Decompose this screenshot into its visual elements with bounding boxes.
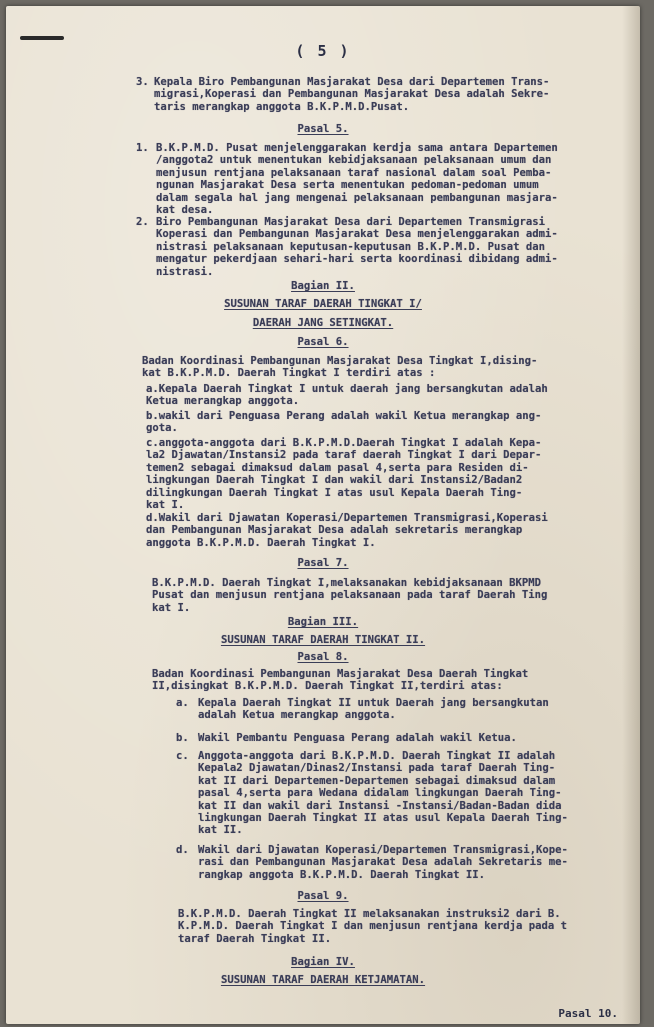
text-line: Kepala Biro Pembangunan Masjarakat Desa dari Departemen Trans- (154, 76, 550, 88)
text-line: anggota B.K.P.M.D. Daerah Tingkat I. (146, 536, 376, 549)
bagian-3-title: Bagian III. (287, 616, 359, 628)
bagian-2-line2: DAERAH JANG SETINGKAT. (252, 317, 394, 329)
bagian-4-title: Bagian IV. (291, 956, 355, 968)
text-line: rangkap anggota B.K.P.M.D. Daerah Tingkat II. (198, 868, 486, 881)
pasal6-item-d (146, 512, 548, 549)
pasal5-item2 (156, 216, 558, 278)
item-marker: a. (176, 697, 189, 709)
text-line: B.K.P.M.D. Daerah Tingkat I,melaksanakan kebidjaksanaan BKPMD (152, 577, 542, 589)
text-line: menjusun rentjana pelaksanaan taraf nasional dalam soal Pemba- (156, 166, 552, 179)
text-line: taris merangkap anggota B.K.P.M.D.Pusat. (154, 100, 410, 113)
text-line: rasi dan Pembangunan Masjarakat Desa adalah Sekretaris me- (198, 856, 568, 869)
pasal8-item-a (198, 697, 549, 722)
text-line: Wakil dari Djawatan Koperasi/Departemen Transmigrasi,Kope- (198, 844, 568, 856)
text-line: d.Wakil dari Djawatan Koperasi/Departemen Transmigrasi,Koperasi (146, 512, 548, 524)
text-line: taraf Daerah Tingkat II. (178, 932, 332, 945)
text-line: dilingkungan Daerah Tingkat I atas usul Kepala Daerah Ting- (146, 486, 523, 499)
pasal9-text (178, 908, 567, 945)
pasal6-item-a (146, 383, 548, 408)
text-line: nistrasi pelaksanaan keputusan-keputusan B.K.P.M.D. Pusat dan (156, 240, 546, 253)
pasal-5-heading: Pasal 5. (297, 123, 349, 135)
pasal5-item1 (156, 142, 558, 216)
text-line: migrasi,Koperasi dan Pembangunan Masjarakat Desa adalah Sekre- (154, 88, 550, 101)
item-marker: 2. (136, 216, 149, 228)
text-line: kat II dari Departemen-Departemen sebagai dimaksud dalam (198, 774, 556, 787)
text-line: kat B.K.P.M.D. Daerah Tingkat I terdiri atas : (142, 367, 436, 380)
text-line: Wakil Pembantu Penguasa Perang adalah wakil Ketua. (198, 732, 517, 744)
text-line: Anggota-anggota dari B.K.P.M.D. Daerah Tingkat II adalah (198, 750, 556, 762)
item-marker: 1. (136, 142, 149, 154)
pasal8-item-b (198, 732, 517, 744)
pasal6-item-b (146, 410, 541, 435)
text-line: lingkungan Daerah Tingkat I dan wakil dari Instansi2/Badan2 (146, 474, 523, 487)
text-line: kat I. (146, 499, 185, 512)
text-line: B.K.P.M.D. Daerah Tingkat II melaksanakan instruksi2 dari B. (178, 908, 561, 920)
text-line: Ketua merangkap anggota. (146, 395, 300, 408)
text-line: kat II. (198, 824, 243, 837)
pasal6-item-c (146, 437, 541, 511)
text-line: a.Kepala Daerah Tingkat I untuk daerah jang bersangkutan adalah (146, 383, 548, 395)
continuation-catchword: Pasal 10. (558, 1007, 618, 1020)
text-line: kat I. (152, 601, 191, 614)
document-body (6, 6, 640, 1024)
pasal-8-heading: Pasal 8. (297, 651, 349, 663)
text-line: mengatur pekerdjaan sehari-hari serta koordinasi dibidang admi- (156, 253, 558, 266)
text-line: Badan Koordinasi Pembangunan Masjarakat Desa Tingkat I,dising- (142, 355, 538, 367)
pasal-7-heading: Pasal 7. (297, 557, 349, 569)
pasal7-text (152, 577, 547, 614)
text-line: b.wakil dari Penguasa Perang adalah wakil Ketua merangkap ang- (146, 410, 542, 422)
pasal8-item-c (198, 750, 568, 837)
page-number: ( 5 ) (295, 42, 351, 60)
pasal8-item-d (198, 844, 568, 881)
text-line: Biro Pembangunan Masjarakat Desa dari Departemen Transmigrasi (156, 216, 546, 228)
text-line: Kepala Daerah Tingkat II untuk Daerah jang bersangkutan (198, 697, 549, 709)
text-line: II,disingkat B.K.P.M.D. Daerah Tingkat II,terdiri atas: (152, 680, 503, 693)
pasal6-intro (142, 355, 537, 380)
item-marker: b. (176, 732, 189, 744)
text-line: Kepala2 Djawatan/Dinas2/Instansi pada taraf Daerah Ting- (198, 762, 556, 775)
text-line: c.anggota-anggota dari B.K.P.M.D.Daerah Tingkat I adalah Kepa- (146, 437, 542, 449)
text-line: Pusat dan menjusun rentjana pelaksanaan pada taraf Daerah Ting (152, 589, 548, 602)
bagian-2-line1: SUSUNAN TARAF DAERAH TINGKAT I/ (224, 298, 422, 310)
bagian-3-line1: SUSUNAN TARAF DAERAH TINGKAT II. (220, 634, 426, 646)
text-line: la2 Djawatan/Instansi2 pada taraf daerah Tingkat I dari Depar- (146, 449, 542, 462)
text-line: dan Pembangunan Masjarakat Desa adalah sekretaris merangkap (146, 524, 523, 537)
pasal-6-heading: Pasal 6. (297, 336, 349, 348)
text-line: pasal 4,serta para Wedana didalam lingkungan Daerah Ting- (198, 787, 562, 800)
pasal-9-heading: Pasal 9. (297, 890, 349, 902)
document-page (6, 6, 640, 1024)
text-line: nistrasi. (156, 265, 214, 278)
bagian-4-line1: SUSUNAN TARAF DAERAH KETJAMATAN. (220, 974, 426, 986)
text-line: /anggota2 untuk menentukan kebidjaksanaan pelaksanaan umum dan (156, 154, 552, 167)
text-line: ngunan Masjarakat Desa serta menentukan pedoman-pedoman umum (156, 179, 539, 192)
text-line: kat desa. (156, 204, 214, 217)
text-line: K.P.M.D. Daerah Tingkat I dan menjusun rentjana kerdja pada t (178, 920, 568, 933)
text-line: Badan Koordinasi Pembangunan Masjarakat Desa Daerah Tingkat (152, 668, 529, 680)
item3-text (154, 76, 549, 113)
text-line: B.K.P.M.D. Pusat menjelenggarakan kerdja sama antara Departemen (156, 142, 558, 154)
text-line: dalam segala hal jang mengenai pelaksanaan pembangunan masjara- (156, 191, 558, 204)
text-line: temen2 sebagai dimaksud dalam pasal 4,serta para Residen di- (146, 461, 529, 474)
text-line: Koperasi dan Pembangunan Masjarakat Desa menjelenggarakan admi- (156, 228, 558, 241)
text-line: gota. (146, 422, 178, 435)
item-marker: 3. (136, 76, 149, 88)
text-line: lingkungan Daerah Tingkat II atas usul Kepala Daerah Ting- (198, 812, 568, 825)
item-marker: c. (176, 750, 189, 762)
pasal8-intro (152, 668, 528, 693)
bagian-2-title: Bagian II. (291, 280, 355, 292)
item-marker: d. (176, 844, 189, 856)
text-line: adalah Ketua merangkap anggota. (198, 709, 396, 722)
text-line: kat II dan wakil dari Instansi -Instansi/Badan-Badan dida (198, 799, 562, 812)
